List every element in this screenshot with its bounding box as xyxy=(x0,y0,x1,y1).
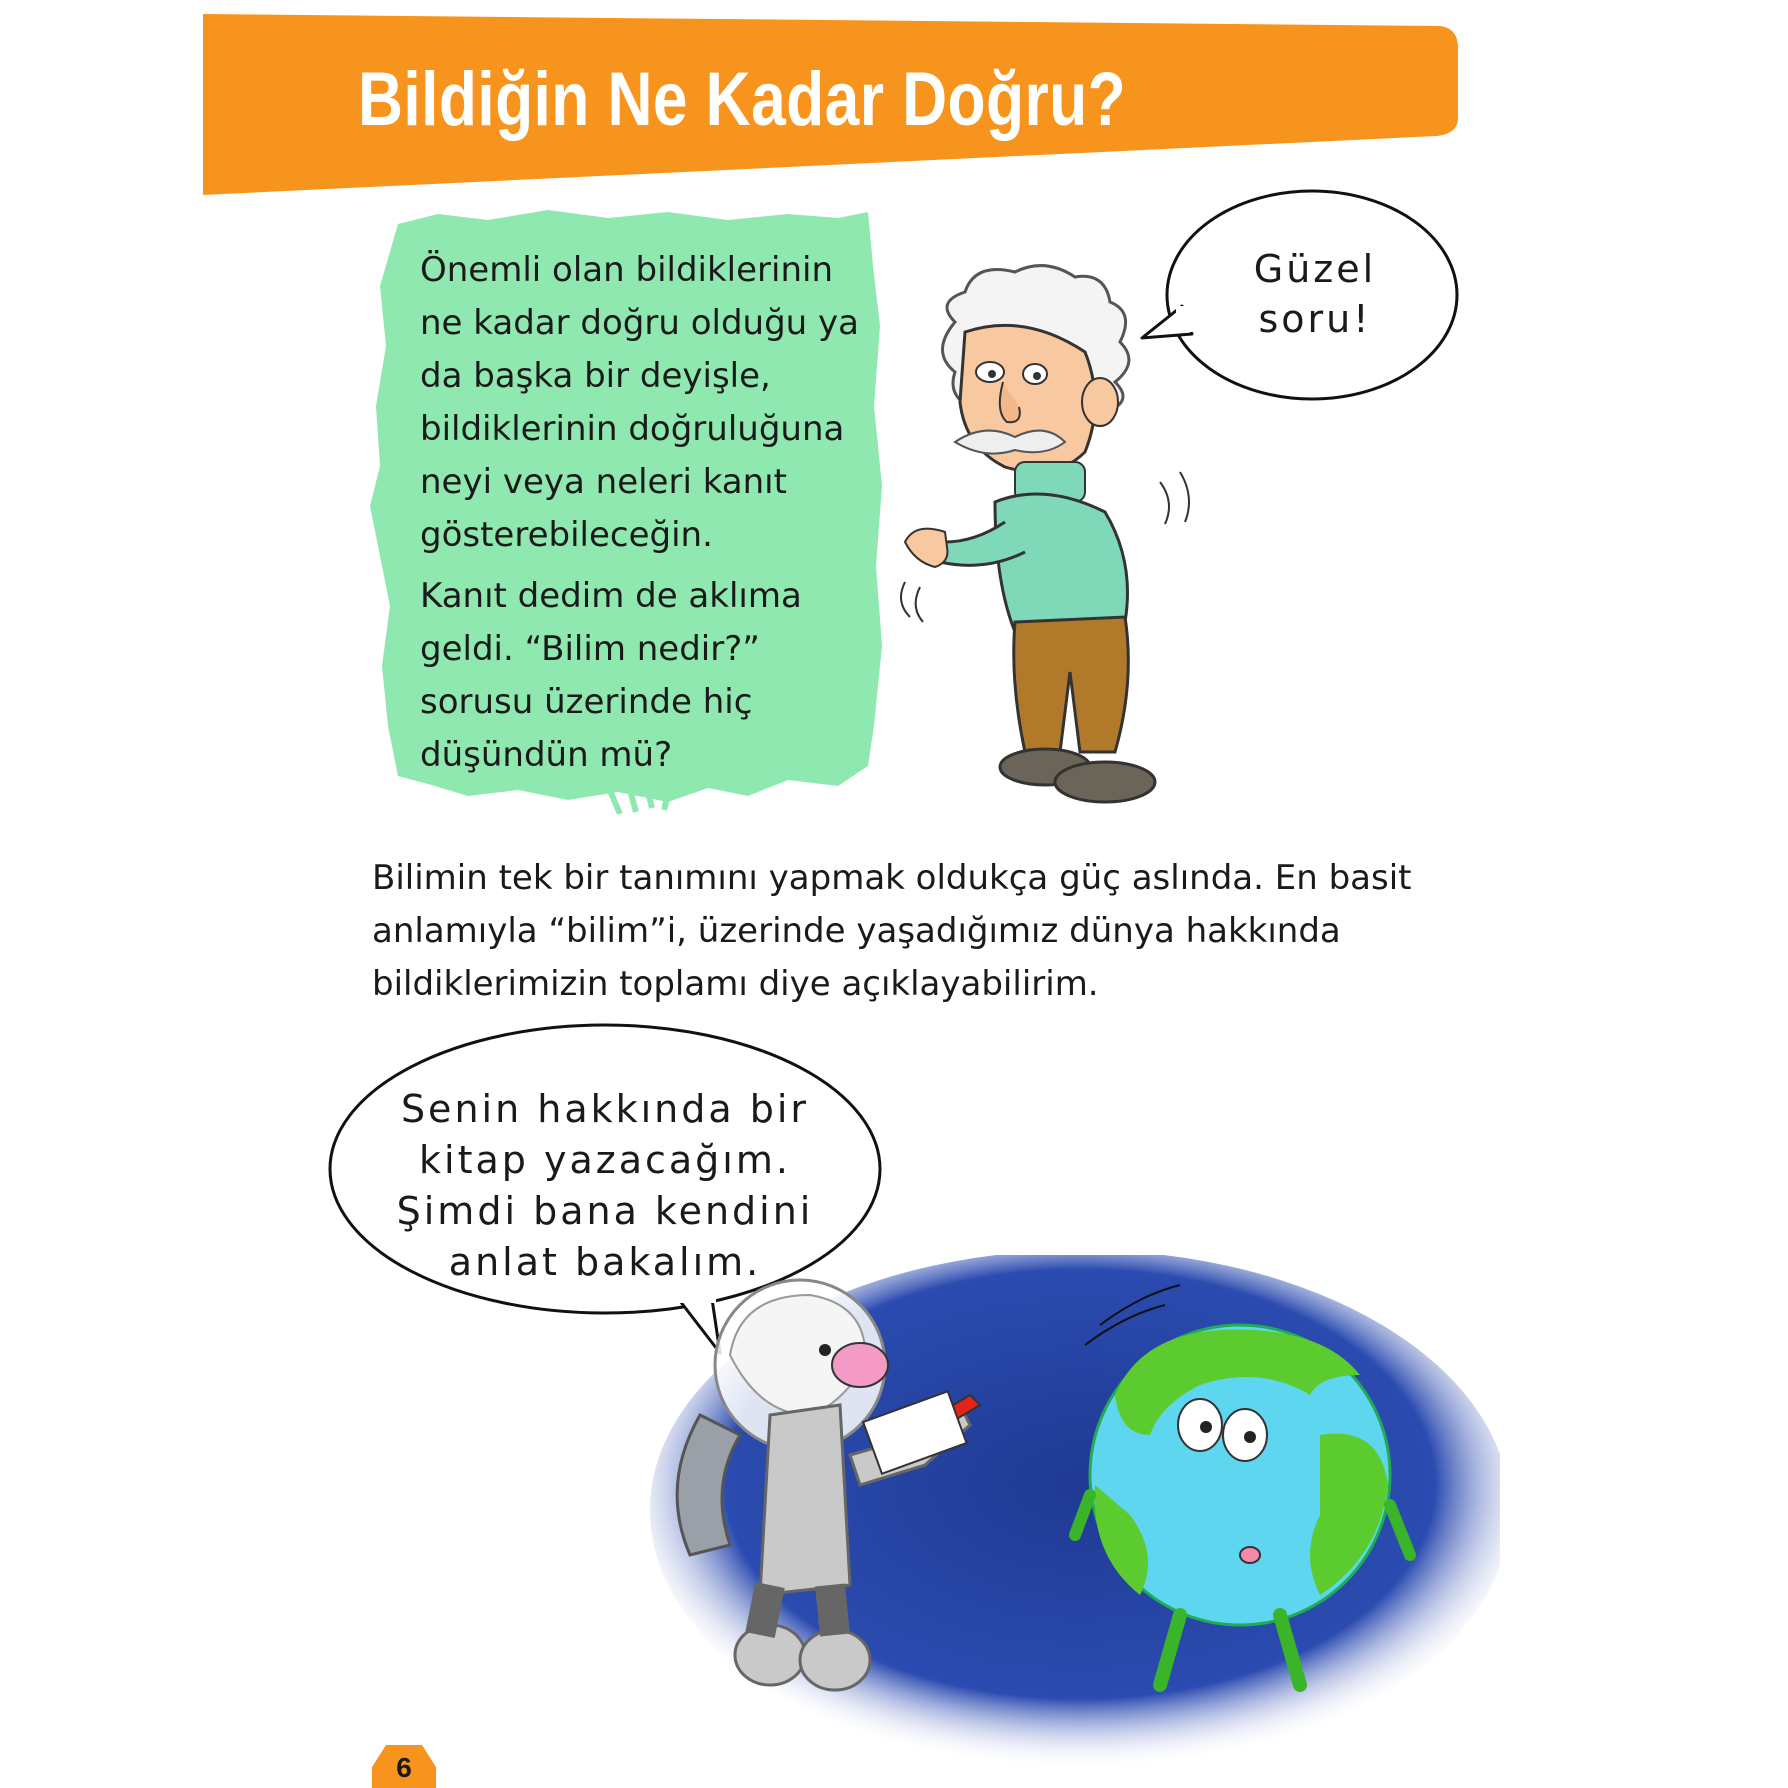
note-text xyxy=(420,244,860,782)
note-paragraph-1: Önemli olan bildiklerinin ne kadar doğru olduğu ya da başka bir deyişle, bildiklerinin doğruluğuna neyi veya neleri kanıt gösterebileceğin. xyxy=(420,250,859,555)
speech-line: anlat bakalım. xyxy=(448,1240,762,1284)
note-paragraph-2: Kanıt dedim de aklıma geldi. “Bilim nedir?” sorusu üzerinde hiç düşündün mü? xyxy=(420,576,802,775)
scientist-illustration xyxy=(895,262,1235,832)
speech-line: kitap yazacağım. xyxy=(419,1138,791,1182)
body-paragraph: Bilimin tek bir tanımını yapmak oldukça güç aslında. En basit anlamıyla “bilim”i, üzerinde yaşadığımız dünya hakkında bildiklerimizin toplamı diye açıklayabilirim. xyxy=(372,858,1412,1004)
speech-line: Senin hakkında bir xyxy=(400,1087,810,1131)
speech-line: Güzel xyxy=(1253,247,1377,291)
page-title: Bildiğin Ne Kadar Doğru? xyxy=(358,57,1127,142)
speech-line: Şimdi bana kendini xyxy=(396,1189,814,1233)
speech-line: soru! xyxy=(1258,297,1372,341)
space-scene-illustration xyxy=(620,1255,1500,1775)
page-number: 6 xyxy=(396,1752,412,1783)
